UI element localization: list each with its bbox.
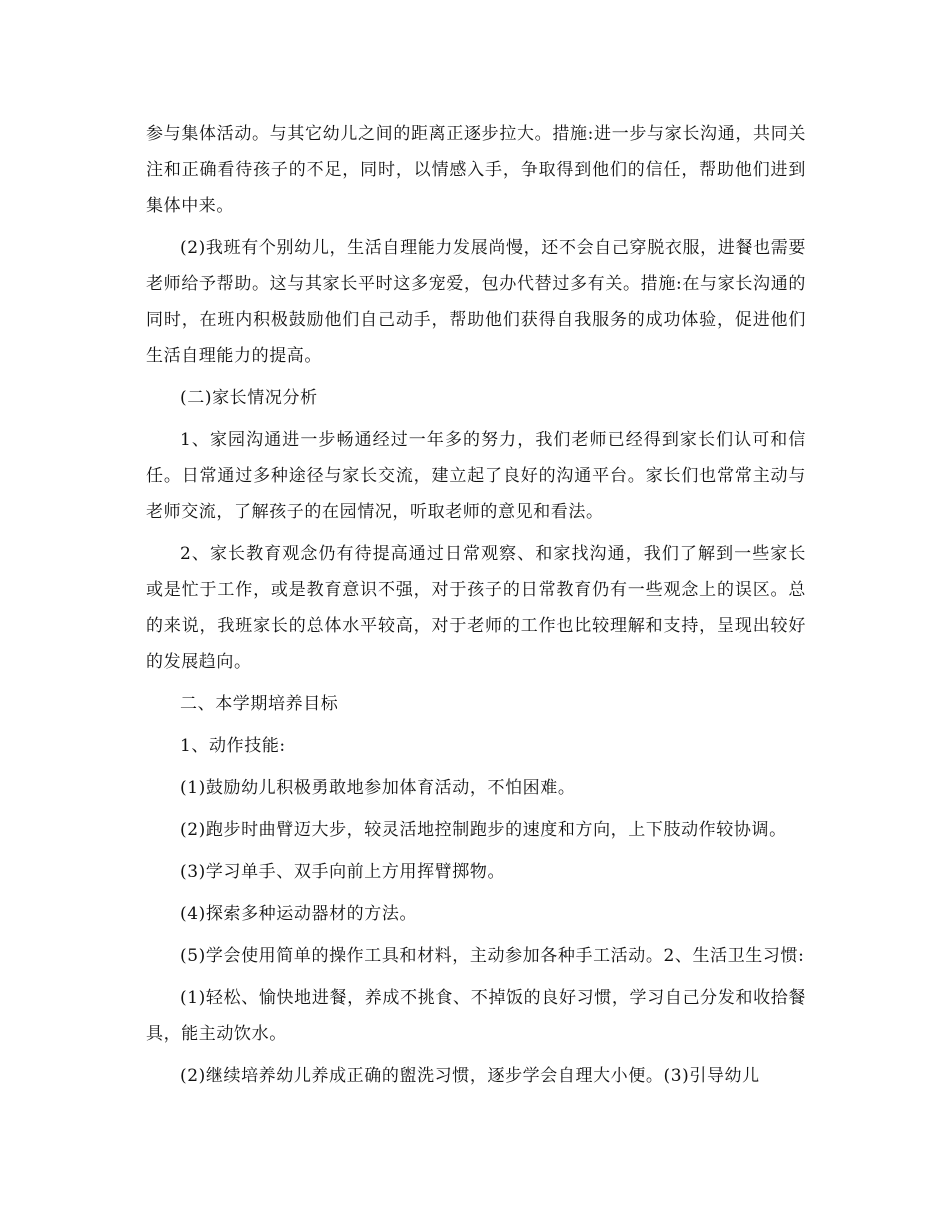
list-item-motor-4: (4)探索多种运动器材的方法。 (180, 904, 418, 924)
list-item-hygiene-1: (1)轻松、愉快地进餐，养成不挑食、不掉饭的良好习惯，学习自己分发和收拾餐具，能主动饮水。 (146, 988, 806, 1044)
paragraph-self-care: (2)我班有个别幼儿，生活自理能力发展尚慢，还不会自己穿脱衣服，进餐也需要老师给予帮助。这与其家长平时这多宠爱，包办代替过多有关。措施:在与家长沟通的同时，在班内积极鼓励他们自己动手，帮助他们获得自我服务的成功体验，促进他们生活自理能力的提高。 (146, 238, 806, 366)
list-item-motor-3: (3)学习单手、双手向前上方用挥臂掷物。 (180, 862, 506, 882)
list-item-motor-1: (1)鼓励幼儿积极勇敢地参加体育活动，不怕困难。 (180, 778, 576, 798)
paragraph-parent-education: 2、家长教育观念仍有待提高通过日常观察、和家找沟通，我们了解到一些家长或是忙于工作，或是教育意识不强，对于孩子的日常教育仍有一些观念上的误区。总的来说，我班家长的总体水平较高，对于老师的工作也比较理解和支持，呈现出较好的发展趋向。 (146, 544, 806, 672)
section-heading-goals: 二、本学期培养目标 (180, 694, 339, 714)
paragraph-continuation: 参与集体活动。与其它幼儿之间的距离正逐步拉大。措施:进一步与家长沟通，共同关注和正确看待孩子的不足，同时，以情感入手，争取得到他们的信任，帮助他们进到集体中来。 (146, 124, 806, 216)
list-item-hygiene-2: (2)继续培养幼儿养成正确的盥洗习惯，逐步学会自理大小便。(3)引导幼儿 (180, 1066, 760, 1086)
list-item-motor-5: (5)学会使用简单的操作工具和材料，主动参加各种手工活动。2、生活卫生习惯: (180, 946, 805, 966)
paragraph-home-communication: 1、家园沟通进一步畅通经过一年多的努力，我们老师已经得到家长们认可和信任。日常通过多种途径与家长交流，建立起了良好的沟通平台。家长们也常常主动与老师交流，了解孩子的在园情况，听取老师的意见和看法。 (146, 430, 806, 522)
document-page (146, 116, 806, 1100)
list-item-motor-2: (2)跑步时曲臂迈大步，较灵活地控制跑步的速度和方向，上下肢动作较协调。 (180, 820, 787, 840)
subheading-motor-skills: 1、动作技能: (180, 736, 286, 756)
section-heading-parents: (二)家长情况分析 (180, 388, 318, 408)
